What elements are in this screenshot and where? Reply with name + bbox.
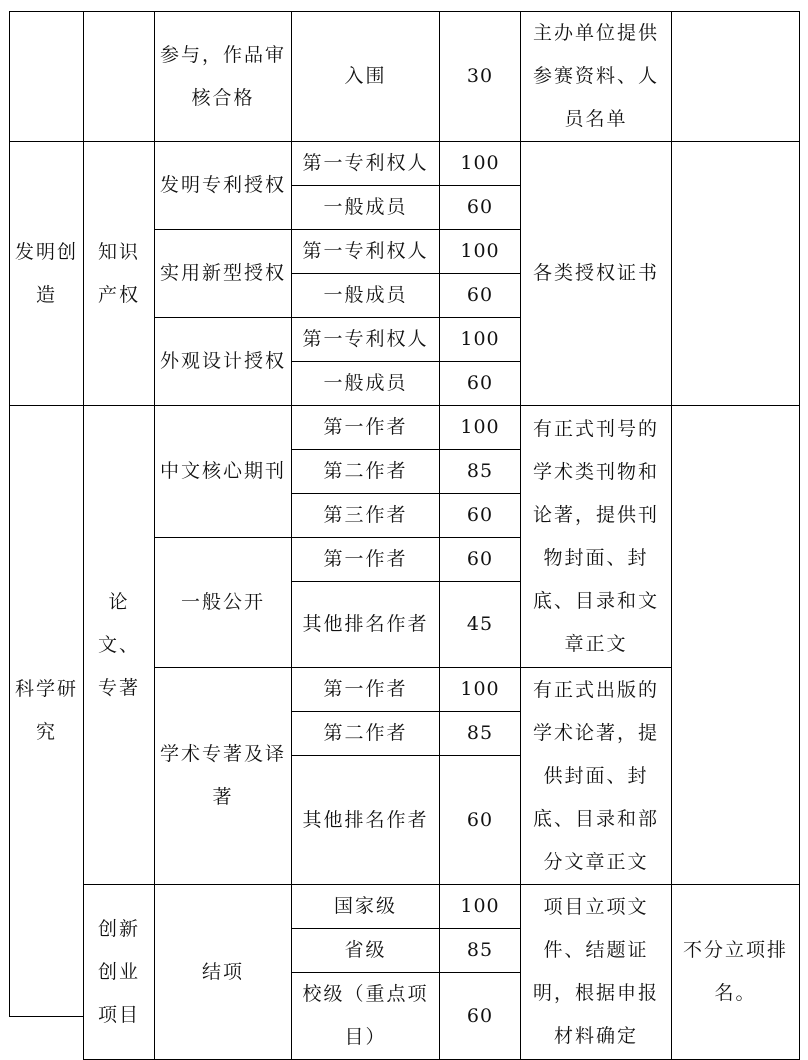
role-cell: 其他排名作者 [292, 582, 440, 668]
sub-category-innovation: 创新创业项目 [84, 885, 155, 1060]
item-cell: 入围 [292, 12, 440, 142]
table-row [10, 885, 800, 929]
note-cell-empty [672, 142, 800, 406]
score-cell: 100 [440, 668, 521, 712]
role-cell: 一般成员 [292, 274, 440, 318]
score-cell: 60 [440, 274, 521, 318]
role-cell: 一般成员 [292, 362, 440, 406]
paper-type-monograph: 学术专著及译著 [155, 668, 292, 885]
role-cell: 第二作者 [292, 712, 440, 756]
role-cell: 第三作者 [292, 494, 440, 538]
score-cell: 100 [440, 142, 521, 186]
ip-type-invention-patent: 发明专利授权 [155, 142, 292, 230]
level-cell: 国家级 [292, 885, 440, 929]
material-journal: 有正式刊号的学术类刊物和论著，提供刊物封面、封底、目录和文章正文 [521, 406, 672, 668]
ip-type-design: 外观设计授权 [155, 318, 292, 406]
score-cell: 60 [440, 186, 521, 230]
note-cell-empty [672, 12, 800, 142]
score-cell: 60 [440, 362, 521, 406]
table-row [10, 406, 800, 450]
material-innovation: 项目立项文件、结题证明，根据申报材料确定 [521, 885, 672, 1060]
role-cell: 第一专利权人 [292, 318, 440, 362]
role-cell: 第一专利权人 [292, 142, 440, 186]
score-cell: 100 [440, 318, 521, 362]
table-row [10, 142, 800, 186]
score-cell: 85 [440, 929, 521, 973]
material-ip-certificates: 各类授权证书 [521, 142, 672, 406]
table-row [10, 12, 800, 142]
category-invention: 发明创造 [10, 142, 84, 406]
score-table [9, 11, 800, 1060]
category-research: 科学研究 [10, 406, 84, 1017]
role-cell: 其他排名作者 [292, 756, 440, 885]
role-cell: 第一作者 [292, 406, 440, 450]
score-cell: 100 [440, 230, 521, 274]
score-cell: 100 [440, 406, 521, 450]
score-cell: 85 [440, 712, 521, 756]
score-cell: 60 [440, 973, 521, 1060]
sub-category-ip: 知识产权 [84, 142, 155, 406]
score-cell: 60 [440, 756, 521, 885]
paper-type-general: 一般公开 [155, 538, 292, 668]
material-monograph: 有正式出版的学术论著，提供封面、封底、目录和部分文章正文 [521, 668, 672, 885]
role-cell: 一般成员 [292, 186, 440, 230]
score-cell: 30 [440, 12, 521, 142]
material-cell: 主办单位提供参赛资料、人员名单 [521, 12, 672, 142]
note-innovation: 不分立项排名。 [672, 885, 800, 1060]
score-cell: 100 [440, 885, 521, 929]
level-cell: 省级 [292, 929, 440, 973]
score-cell: 85 [440, 450, 521, 494]
score-cell: 45 [440, 582, 521, 668]
innovation-item: 结项 [155, 885, 292, 1060]
paper-type-core-journal: 中文核心期刊 [155, 406, 292, 538]
score-cell: 60 [440, 538, 521, 582]
score-cell: 60 [440, 494, 521, 538]
sub-category-papers: 论文、专著 [84, 406, 155, 885]
ip-type-utility-model: 实用新型授权 [155, 230, 292, 318]
role-cell: 第一专利权人 [292, 230, 440, 274]
sub-category-cell-empty [84, 12, 155, 142]
category-cell-empty [10, 12, 84, 142]
role-cell: 第一作者 [292, 538, 440, 582]
level-cell: 校级（重点项目） [292, 973, 440, 1060]
requirement-cell: 参与，作品审核合格 [155, 12, 292, 142]
role-cell: 第一作者 [292, 668, 440, 712]
role-cell: 第二作者 [292, 450, 440, 494]
note-cell-empty [672, 406, 800, 885]
